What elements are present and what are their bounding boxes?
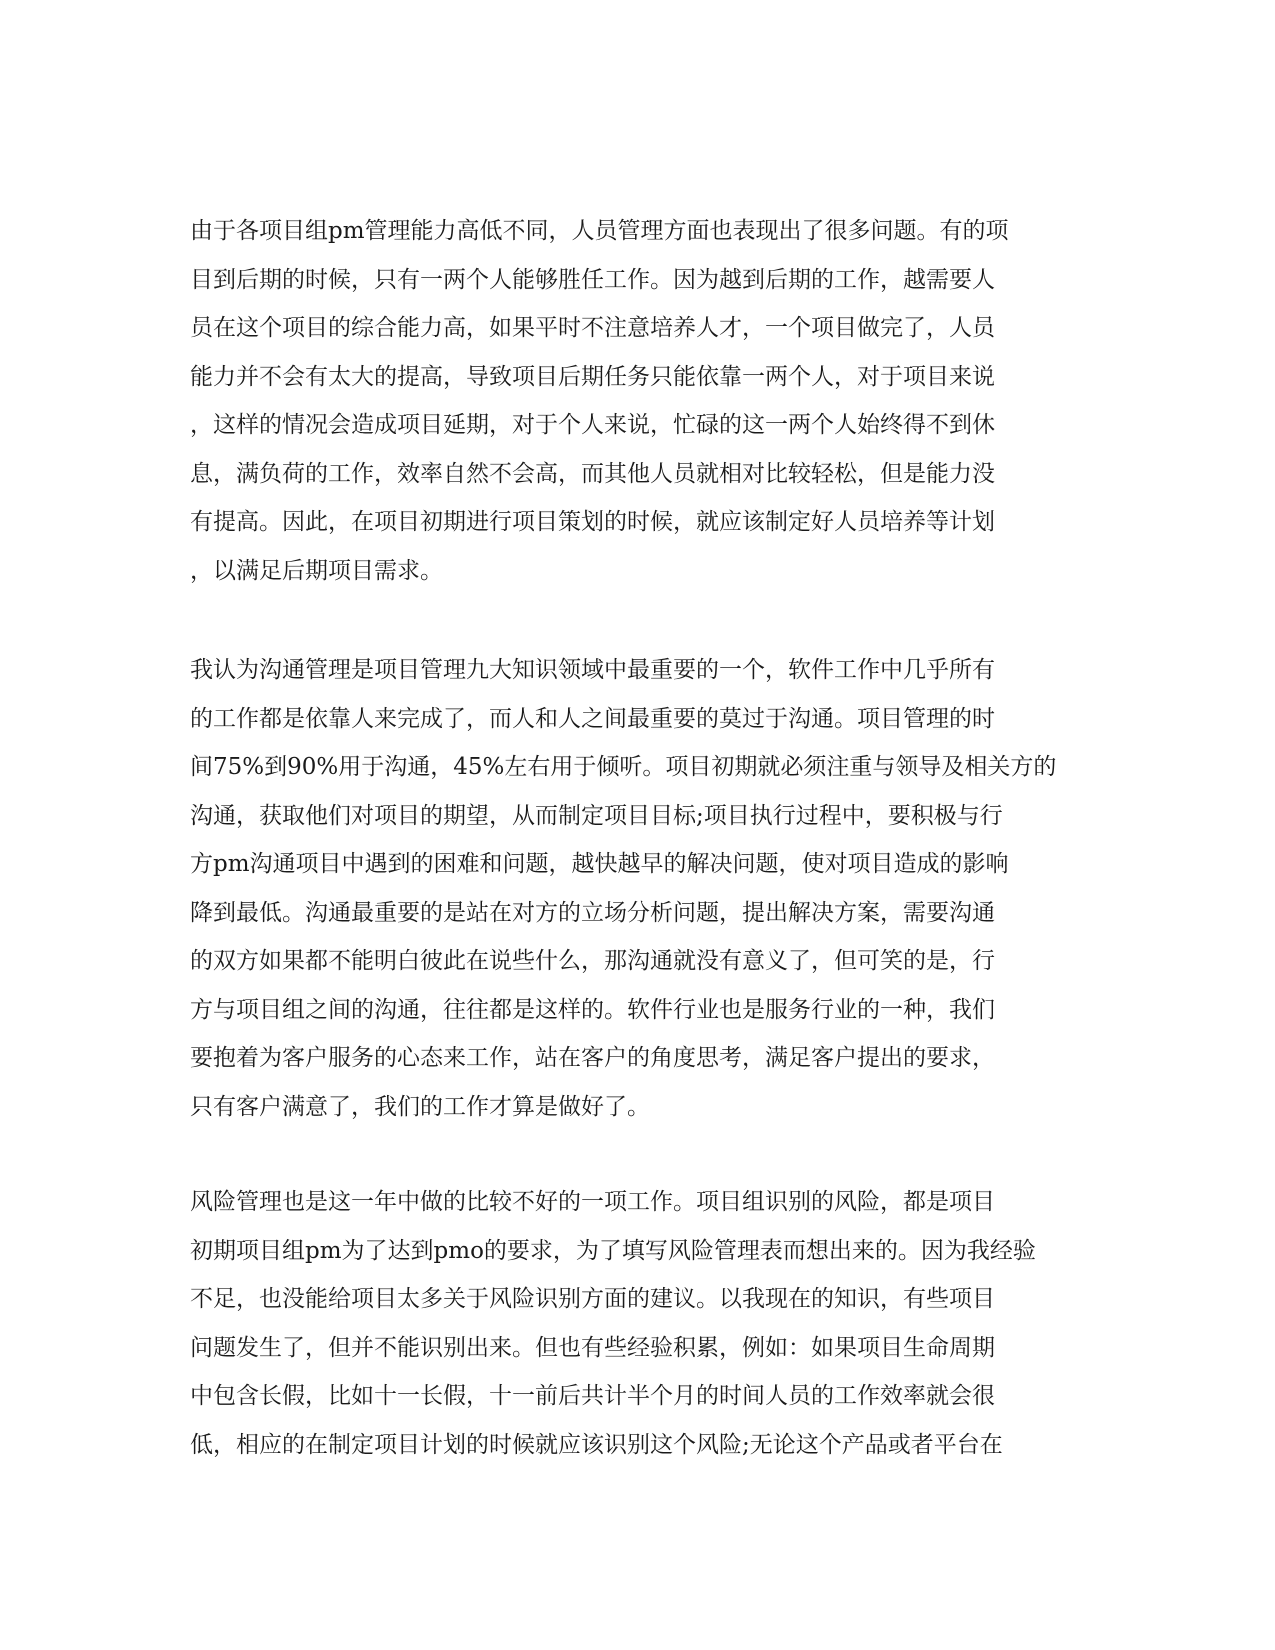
text-line: 息，满负荷的工作，效率自然不会高，而其他人员就相对比较轻松，但是能力没 bbox=[190, 460, 995, 487]
paragraph-staff-management bbox=[190, 207, 1090, 595]
text-line: 降到最低。沟通最重要的是站在对方的立场分析问题，提出解决方案，需要沟通 bbox=[190, 899, 995, 926]
text-line: 员在这个项目的综合能力高，如果平时不注意培养人才，一个项目做完了，人员 bbox=[190, 315, 995, 341]
text-line: 只有客户满意了，我们的工作才算是做好了。 bbox=[190, 1093, 650, 1120]
text-line: 由于各项目组pm管理能力高低不同，人员管理方面也表现出了很多问题。有的项 bbox=[190, 218, 1009, 244]
text-line: 要抱着为客户服务的心态来工作，站在客户的角度思考，满足客户提出的要求， bbox=[190, 1045, 995, 1071]
text-line: 目到后期的时候，只有一两个人能够胜任工作。因为越到后期的工作，越需要人 bbox=[190, 266, 995, 293]
text-line: 沟通，获取他们对项目的期望，从而制定项目目标;项目执行过程中，要积极与行 bbox=[190, 802, 1003, 829]
text-line: 初期项目组pm为了达到pmo的要求，为了填写风险管理表而想出来的。因为我经验 bbox=[190, 1237, 1036, 1264]
text-line: 问题发生了，但并不能识别出来。但也有些经验积累，例如：如果项目生命周期 bbox=[190, 1334, 995, 1361]
paragraph-risk-management bbox=[190, 1178, 1090, 1469]
text-line: 不足，也没能给项目太多关于风险识别方面的建议。以我现在的知识，有些项目 bbox=[190, 1286, 995, 1312]
text-line: 中包含长假，比如十一长假，十一前后共计半个月的时间人员的工作效率就会很 bbox=[190, 1383, 995, 1409]
text-line: 的工作都是依靠人来完成了，而人和人之间最重要的莫过于沟通。项目管理的时 bbox=[190, 705, 995, 732]
text-line: 的双方如果都不能明白彼此在说些什么，那沟通就没有意义了，但可笑的是，行 bbox=[190, 948, 995, 974]
text-line: 风险管理也是这一年中做的比较不好的一项工作。项目组识别的风险，都是项目 bbox=[190, 1189, 995, 1215]
text-line: 方pm沟通项目中遇到的困难和问题，越快越早的解决问题，使对项目造成的影响 bbox=[190, 851, 1009, 877]
paragraph-communication-management bbox=[190, 646, 1090, 1131]
text-line: 方与项目组之间的沟通，往往都是这样的。软件行业也是服务行业的一种，我们 bbox=[190, 996, 995, 1023]
text-line: ，以满足后期项目需求。 bbox=[190, 557, 443, 584]
text-line: 低，相应的在制定项目计划的时候就应该识别这个风险;无论这个产品或者平台在 bbox=[190, 1431, 1003, 1458]
text-line: 有提高。因此，在项目初期进行项目策划的时候，就应该制定好人员培养等计划 bbox=[190, 509, 995, 535]
text-line: 间75%到90%用于沟通，45%左右用于倾听。项目初期就必须注重与领导及相关方的 bbox=[190, 754, 1057, 780]
text-line: 我认为沟通管理是项目管理九大知识领域中最重要的一个，软件工作中几乎所有 bbox=[190, 657, 995, 683]
text-line: ，这样的情况会造成项目延期，对于个人来说，忙碌的这一两个人始终得不到休 bbox=[190, 412, 995, 438]
text-line: 能力并不会有太大的提高，导致项目后期任务只能依靠一两个人，对于项目来说 bbox=[190, 363, 995, 390]
